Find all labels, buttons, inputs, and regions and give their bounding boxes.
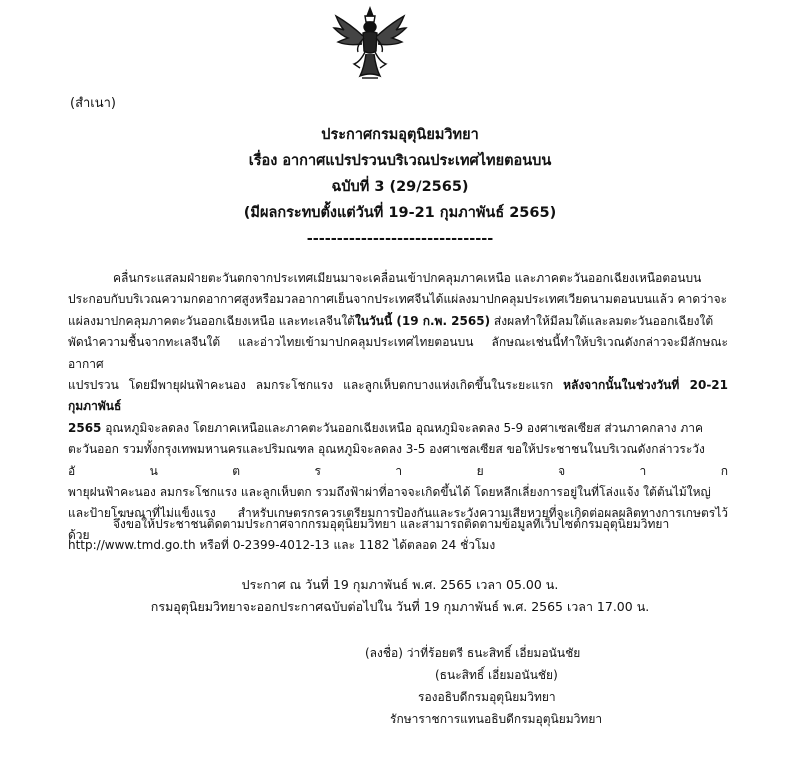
announced-at: ประกาศ ณ วันที่ 19 กุมภาพันธ์ พ.ศ. 2565 เวลา 05.00 น. bbox=[241, 577, 559, 592]
effective-dates: (มีผลกระทบตั้งแต่วันที่ 19-21 กุมภาพันธ์ 2565) bbox=[243, 205, 557, 221]
subject-title: เรื่อง อากาศแปรปรวนบริเวณประเทศไทยตอนบน bbox=[248, 153, 552, 169]
garuda-emblem-icon bbox=[330, 6, 410, 86]
copy-label: (สำเนา) bbox=[70, 96, 117, 111]
paragraph-line: แผ่ลงมาปกคลุมภาคตะวันออกเฉียงเหนือ และทะเลจีนใต้ในวันนี้ (19 ก.พ. 2565) ส่งผลทำให้มีลมใต้และลมตะวันออกเฉียงใต้ bbox=[68, 313, 714, 328]
paragraph-line: และป้ายโฆษณาที่ไม่แข็งแรง สำหรับเกษตรกรควรเตรียมการป้องกันและระวังความเสียหายที่จะเกิดต่อผลผลิตทางการเกษตรไว้ด้วย bbox=[68, 506, 728, 542]
agency-title: ประกาศกรมอุตุนิยมวิทยา bbox=[321, 127, 479, 143]
paragraph-line: พัดนำความชื้นจากทะเลจีนใต้ และอ่าวไทยเข้ามาปกคลุมประเทศไทยตอนบน ลักษณะเช่นนี้ทำให้บริเวณดังกล่าวจะมีลักษณะอากาศ bbox=[68, 335, 728, 371]
header-divider: ------------------------------- bbox=[306, 231, 494, 247]
signer-acting-position: รักษาราชการแทนอธิบดีกรมอุตุนิยมวิทยา bbox=[390, 712, 603, 726]
paragraph-line: ประกอบกับบริเวณความกดอากาศสูงหรือมวลอากาศเย็นจากประเทศจีนได้แผ่ลงมาปกคลุมประเทศเวียดนามตอนบนแล้ว คาดว่าจะ bbox=[68, 292, 728, 307]
issue-number: ฉบับที่ 3 (29/2565) bbox=[331, 179, 469, 195]
paragraph-line: คลื่นกระแสลมฝ่ายตะวันตกจากประเทศเมียนมาจะเคลื่อนเข้าปกคลุมภาคเหนือ และภาคตะวันออกเฉียงเหนือตอนบน bbox=[113, 271, 702, 285]
signer-name: (ธนะสิทธิ์ เอี่ยมอนันชัย) bbox=[435, 668, 558, 682]
today-date-emphasis: ในวันนี้ (19 ก.พ. 2565) bbox=[354, 313, 491, 328]
announcement-header bbox=[0, 122, 800, 252]
paragraph-contact bbox=[68, 514, 728, 557]
paragraph-line: แปรปรวน โดยมีพายุฝนฟ้าคะนอง ลมกระโชกแรง และลูกเห็บตกบางแห่งเกิดขึ้นในระยะแรก หลังจากนั้นในช่วงวันที่ 20-21 กุมภาพันธ์ bbox=[68, 378, 728, 414]
paragraph-line: พายุฝนฟ้าคะนอง ลมกระโชกแรง และลูกเห็บตก รวมถึงฟ้าผ่าที่อาจจะเกิดขึ้นได้ โดยหลีกเลี่ยงการอยู่ในที่โล่งแจ้ง ใต้ต้นไม้ใหญ่ bbox=[68, 485, 711, 500]
paragraph-line: 2565 อุณหภูมิจะลดลง โดยภาคเหนือและภาคตะวันออกเฉียงเหนือ อุณหภูมิจะลดลง 5-9 องศาเซลเซียส ส่วนภาคกลาง ภาค bbox=[68, 420, 703, 435]
signed-by: (ลงชื่อ) ว่าที่ร้อยตรี ธนะสิทธิ์ เอี่ยมอนันชัย bbox=[365, 646, 581, 660]
paragraph-line: ตะวันออก รวมทั้งกรุงเทพมหานครและปริมณฑล อุณหภูมิจะลดลง 3-5 องศาเซลเซียส ขอให้ประชาชนในบริเวณดังกล่าวระวัง bbox=[68, 442, 705, 457]
signer-position: รองอธิบดีกรมอุตุนิยมวิทยา bbox=[418, 690, 556, 704]
spread-line: อั น ต ร า ย จ า ก bbox=[68, 463, 728, 478]
period-emphasis: หลังจากนั้นในช่วงวันที่ 20-21 กุมภาพันธ์ bbox=[68, 378, 728, 414]
paragraph-line: จึงขอให้ประชาชนติดตามประกาศจากกรมอุตุนิยมวิทยา และสามารถติดตามข้อมูลที่เว็บไซต์กรมอุตุนิยมวิทยา bbox=[113, 517, 670, 531]
next-issue: กรมอุตุนิยมวิทยาจะออกประกาศฉบับต่อไปใน วันที่ 19 กุมภาพันธ์ พ.ศ. 2565 เวลา 17.00 น. bbox=[150, 599, 650, 614]
announcement-time bbox=[0, 574, 800, 618]
contact-line: http://www.tmd.go.th หรือที่ 0-2399-4012-13 และ 1182 ได้ตลอด 24 ชั่วโมง bbox=[68, 538, 496, 553]
paragraph-main bbox=[68, 268, 728, 546]
